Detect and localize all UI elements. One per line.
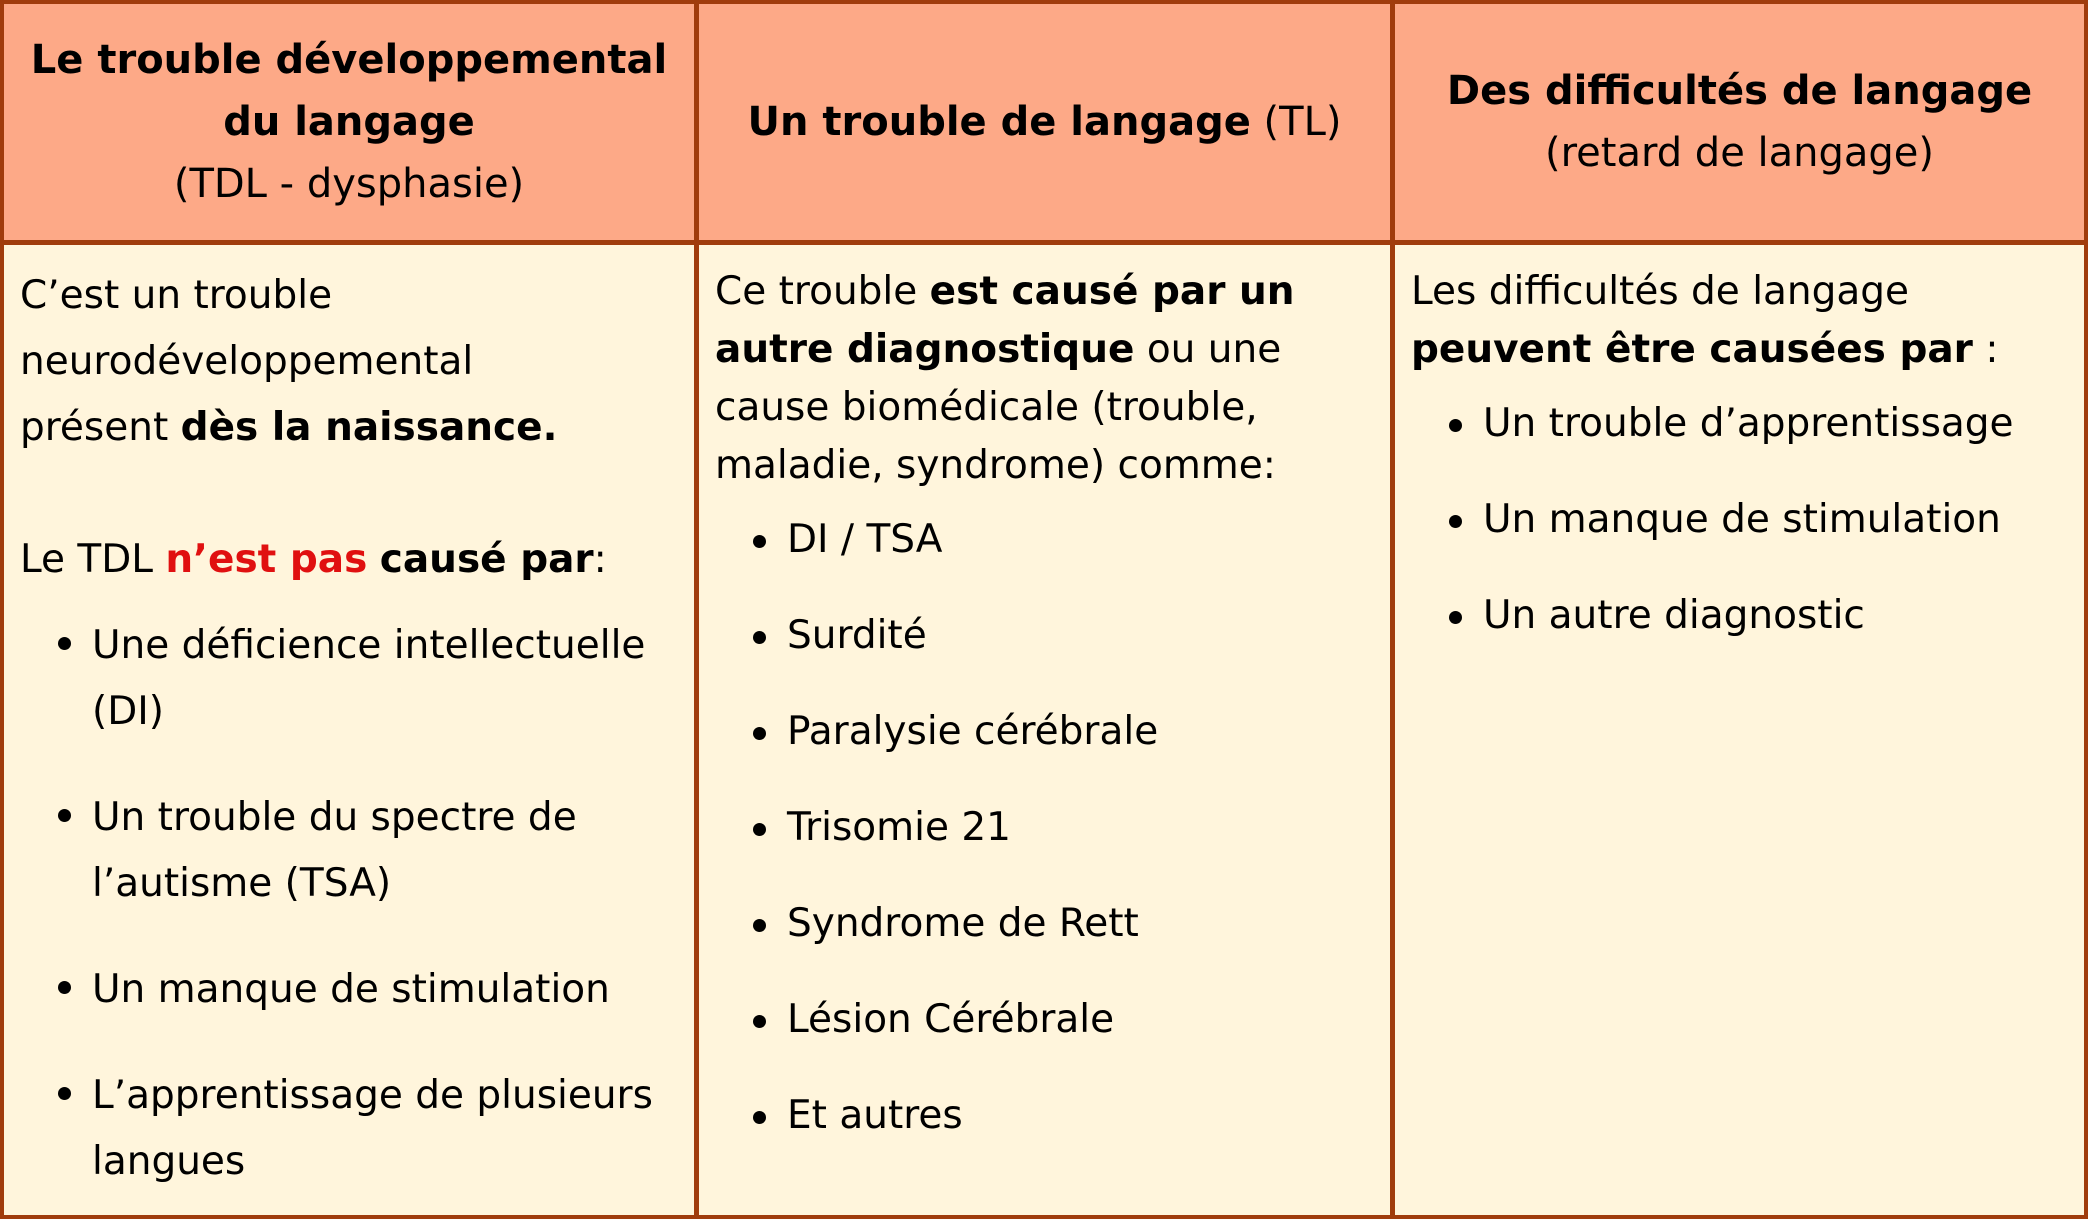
header-tdl-subtitle: (TDL - dysphasie) xyxy=(173,161,525,207)
tdl-intro xyxy=(20,263,690,461)
list-item: Trisomie 21 xyxy=(715,799,1386,857)
tdl-cause-bold: causé par xyxy=(379,537,594,582)
tl-intro-bold1: est causé par un xyxy=(929,269,1295,314)
tl-intro xyxy=(715,263,1386,495)
difficultes-intro xyxy=(1411,263,2084,379)
tl-intro-pre: Ce trouble xyxy=(715,269,930,314)
header-difficultes xyxy=(1395,4,2084,240)
header-tdl-title-line2: du langage xyxy=(223,99,475,145)
list-item-line1: Une déficience intellectuelle xyxy=(92,623,646,668)
tl-intro-bold2: autre diagnostique xyxy=(715,327,1135,372)
difficultes-intro-bold: peuvent être causées par xyxy=(1411,327,1973,372)
list-item: Un autre diagnostic xyxy=(1411,587,2084,645)
tdl-intro-line2: neurodéveloppemental xyxy=(20,339,474,384)
tdl-cause-pre: Le TDL xyxy=(20,537,166,582)
list-item: Surdité xyxy=(715,607,1386,665)
list-item xyxy=(20,785,690,917)
list-item: Un trouble d’apprentissage xyxy=(1411,395,2084,453)
tl-intro-line4: maladie, syndrome) comme: xyxy=(715,443,1276,488)
tl-cause-list xyxy=(715,511,1386,1145)
list-item xyxy=(20,1063,690,1195)
header-tl-title: Un trouble de langage xyxy=(747,99,1251,145)
header-tl xyxy=(699,4,1390,240)
tdl-intro-line1: C’est un trouble xyxy=(20,273,333,318)
tl-intro-post: ou une xyxy=(1134,327,1282,372)
header-difficultes-subtitle: (retard de langage) xyxy=(1544,130,1935,176)
list-item: Lésion Cérébrale xyxy=(715,991,1386,1049)
difficultes-intro-line1: Les difficultés de langage xyxy=(1411,269,1910,314)
list-item-line2: (DI) xyxy=(92,689,164,734)
tdl-intro-bold: dès la naissance. xyxy=(180,405,558,450)
tdl-exclusion-list xyxy=(20,613,690,1195)
tdl-cause xyxy=(20,527,690,593)
list-item-line2: l’autisme (TSA) xyxy=(92,861,392,906)
list-item: Paralysie cérébrale xyxy=(715,703,1386,761)
tl-intro-line3: cause biomédicale (trouble, xyxy=(715,385,1258,430)
list-item-line2: langues xyxy=(92,1139,246,1184)
header-tl-abbrev: (TL) xyxy=(1250,99,1342,145)
list-item: Et autres xyxy=(715,1087,1386,1145)
difficultes-cause-list xyxy=(1411,395,2084,645)
cell-difficultes xyxy=(1411,245,2084,1215)
header-tdl xyxy=(4,4,694,240)
header-difficultes-title: Des difficultés de langage xyxy=(1446,68,2033,114)
tdl-intro-line3: présent xyxy=(20,405,181,450)
cell-tl xyxy=(715,245,1386,1215)
list-item: Syndrome de Rett xyxy=(715,895,1386,953)
list-item xyxy=(20,613,690,745)
tdl-cause-post: : xyxy=(593,537,607,582)
cell-tdl xyxy=(20,245,690,1215)
list-item-line1: Un trouble du spectre de xyxy=(92,795,577,840)
list-item-line1: L’apprentissage de plusieurs xyxy=(92,1073,653,1118)
tdl-cause-space xyxy=(367,537,379,582)
list-item-line1: Un manque de stimulation xyxy=(92,967,610,1012)
tdl-cause-negation: n’est pas xyxy=(165,537,368,582)
difficultes-intro-post: : xyxy=(1972,327,1999,372)
list-item xyxy=(20,957,690,1023)
list-item: DI / TSA xyxy=(715,511,1386,569)
list-item: Un manque de stimulation xyxy=(1411,491,2084,549)
header-tdl-title-line1: Le trouble développemental xyxy=(30,37,668,83)
